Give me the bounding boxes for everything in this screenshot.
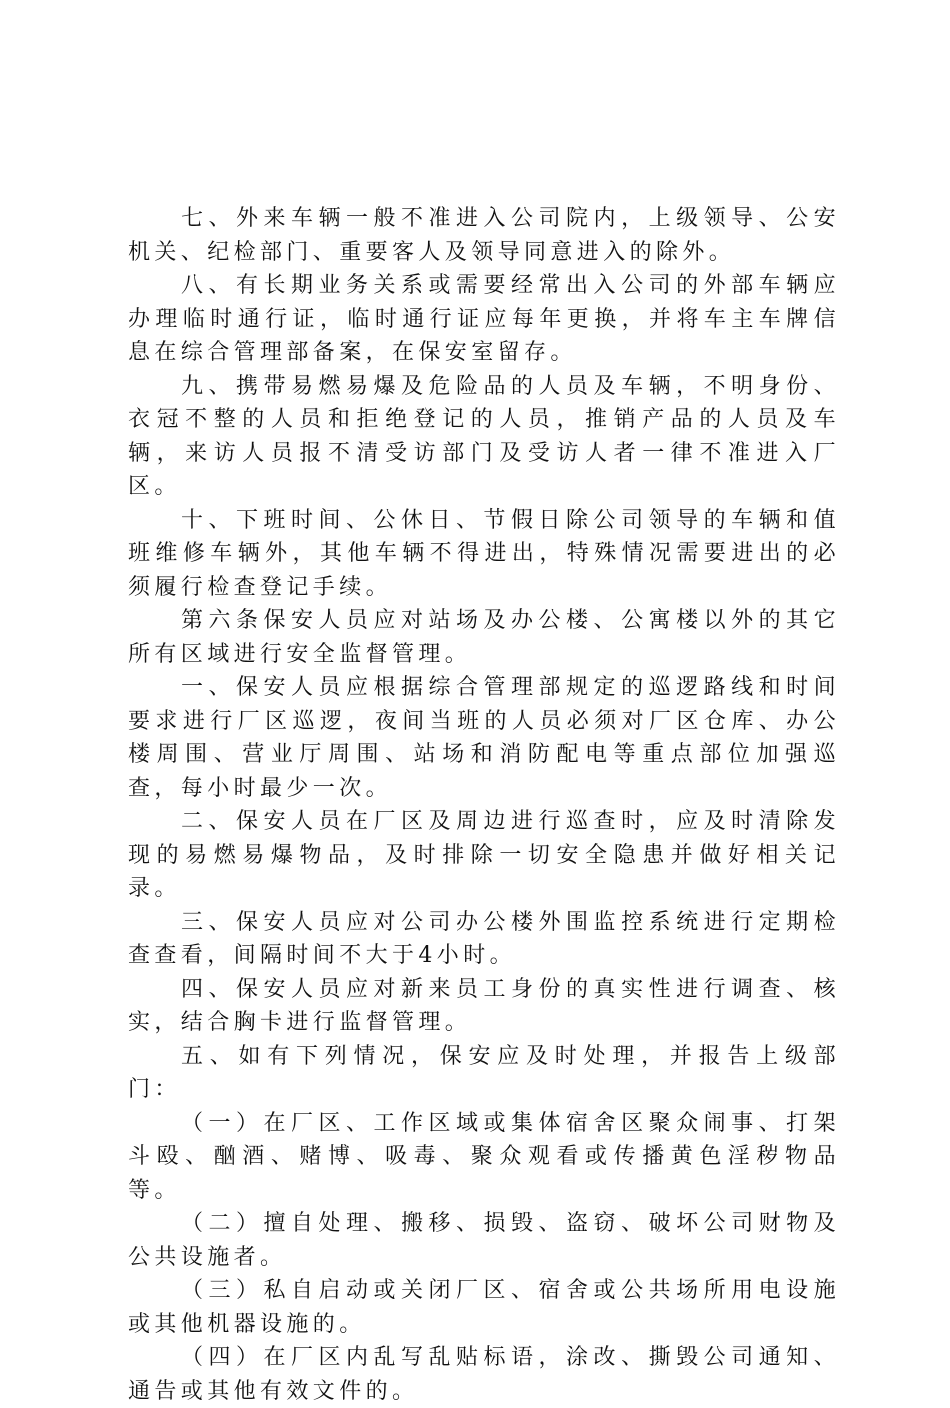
sub-item-1: （一）在厂区、工作区域或集体宿舍区聚众闹事、打架斗殴、酗酒、赌博、吸毒、聚众观看或传播黄色淫秽物品等。: [128, 1110, 840, 1203]
document-body: [128, 202, 840, 1408]
sub-item-2: （二）擅自处理、搬移、损毁、盗窃、破坏公司财物及公共设施者。: [128, 1211, 840, 1270]
article-6-item-4: 四、保安人员应对新来员工身份的真实性进行调查、核实，结合胸卡进行监督管理。: [128, 976, 840, 1035]
paragraph-8: 八、有长期业务关系或需要经常出入公司的外部车辆应办理临时通行证，临时通行证应每年更换，并将车主车牌信息在综合管理部备案，在保安室留存。: [128, 273, 840, 365]
article-6-item-2: 二、保安人员在厂区及周边进行巡查时，应及时清除发现的易燃易爆物品，及时排除一切安全隐患并做好相关记录。: [128, 809, 840, 901]
article-6-item-1: 一、保安人员应根据综合管理部规定的巡逻路线和时间要求进行厂区巡逻，夜间当班的人员必须对厂区仓库、办公楼周围、营业厅周围、站场和消防配电等重点部位加强巡查，每小时最少一次。: [128, 675, 840, 801]
article-6: 第六条保安人员应对站场及办公楼、公寓楼以外的其它所有区域进行安全监督管理。: [128, 608, 840, 667]
paragraph-7: 七、外来车辆一般不准进入公司院内，上级领导、公安机关、纪检部门、重要客人及领导同意进入的除外。: [128, 206, 840, 265]
paragraph-10: 十、下班时间、公休日、节假日除公司领导的车辆和值班维修车辆外，其他车辆不得进出，特殊情况需要进出的必须履行检查登记手续。: [128, 507, 840, 600]
article-6-item-5: 五、如有下列情况，保安应及时处理，并报告上级部门：: [128, 1043, 840, 1102]
sub-item-4: （四）在厂区内乱写乱贴标语，涂改、撕毁公司通知、通告或其他有效文件的。: [128, 1345, 840, 1404]
sub-item-3: （三）私自启动或关闭厂区、宿舍或公共场所用电设施或其他机器设施的。: [128, 1278, 840, 1337]
article-6-item-3: 三、保安人员应对公司办公楼外围监控系统进行定期检查查看，间隔时间不大于4小时。: [128, 909, 840, 968]
paragraph-9: 九、携带易燃易爆及危险品的人员及车辆，不明身份、衣冠不整的人员和拒绝登记的人员，推销产品的人员及车辆，来访人员报不清受访部门及受访人者一律不准进入厂区。: [128, 373, 840, 499]
